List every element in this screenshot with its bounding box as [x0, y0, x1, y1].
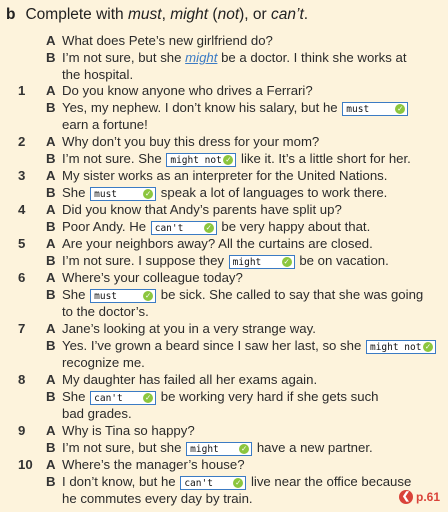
arrow-left-icon: ❮: [399, 490, 413, 504]
speaker-a: A: [46, 423, 56, 438]
item-number: 2: [18, 134, 26, 149]
answer-input[interactable]: might ✓: [229, 255, 295, 269]
item-number: 5: [18, 236, 26, 251]
speaker-b: B: [46, 338, 56, 353]
check-icon: ✓: [225, 155, 232, 165]
speaker-b: B: [46, 287, 56, 302]
answer-input[interactable]: might not ✓: [166, 153, 236, 167]
speaker-a: A: [46, 372, 56, 387]
page-reference-link[interactable]: ❮ p.61: [399, 490, 440, 504]
speaker-a: A: [46, 83, 56, 98]
speaker-a: A: [46, 168, 56, 183]
check-icon: ✓: [424, 342, 432, 352]
check-icon: ✓: [144, 189, 152, 199]
item-number: 9: [18, 423, 26, 438]
answer-input[interactable]: must ✓: [90, 187, 156, 201]
answer-input[interactable]: might ✓: [186, 442, 252, 456]
example-answer: might: [185, 50, 218, 65]
item-number: 6: [18, 270, 26, 285]
item-number: 3: [18, 168, 26, 183]
speaker-b: B: [46, 100, 56, 115]
answer-input[interactable]: must ✓: [90, 289, 156, 303]
answer-input[interactable]: can't ✓: [151, 221, 217, 235]
check-icon: ✓: [144, 291, 152, 301]
speaker-b: B: [46, 474, 56, 489]
speaker-a: A: [46, 236, 56, 251]
exercise-letter: b: [6, 6, 16, 23]
item-number: 7: [18, 321, 26, 336]
speaker-b: B: [46, 389, 56, 404]
item-number: 1: [18, 83, 26, 98]
speaker-b: B: [46, 253, 56, 268]
answer-input[interactable]: might not ✓: [366, 340, 436, 354]
item-number: 10: [18, 457, 33, 472]
answer-input[interactable]: can't ✓: [180, 476, 246, 490]
check-icon: ✓: [205, 223, 212, 233]
speaker-b: B: [46, 151, 56, 166]
exercise-heading: b Complete with must, might (not), or can’t.: [6, 6, 309, 23]
speaker-a: A: [46, 321, 56, 336]
answer-input[interactable]: must ✓: [342, 102, 408, 116]
speaker-a: A: [46, 134, 56, 149]
check-icon: ✓: [397, 104, 404, 114]
speaker-a: A: [46, 457, 56, 472]
check-icon: ✓: [283, 257, 290, 267]
exercise-page: b Complete with must, might (not), or can’t. A What does Pete’s new girlfriend do? B I’m not sure, but she might be a doctor. I think she works at the hospital. 1 A Do you know anyone who drives a Ferrari? B Yes, my nephew. I don’t know his salary, but he must ✓ earn a fortune! 2 A Why don’t you buy this dress for your mom? B I’m not sure. She might not ✓ like it. It’s a little short for her. 3 A My sister works as an interpreter for the United Nations. B She must ✓ speak a lot of languages to work there. 4 A Did you know that Andy’s parents have split up? B Poor Andy. He can't ✓ be very happy about that. 5 A Are your neighbors away? All the curtains are closed. B I’m not sure. I suppose they might ✓ be on vacation. 6 A Where’s your colleague today? B She must ✓ be sick. She called to say that she was going to the doctor’s. 7 A Jane’s looking at you in a very strange way. B Yes. I’ve grown a beard since I saw her last, so she might not ✓ recognize me. 8 A My daughter has failed all her exams again. B She can't ✓ be working very hard if she gets such bad grades. 9 A Why is Tina so happy? B I’m not sure, but she might ✓ have a new partner. 10 A Where’s the manager’s house? B I don’t know, but he can't ✓ live near the office because he commutes every day by train. ❮ p.61: [6, 6, 440, 506]
answer-input[interactable]: can't ✓: [90, 391, 156, 405]
speaker-a: A: [46, 270, 56, 285]
check-icon: ✓: [144, 393, 152, 403]
item-number: 4: [18, 202, 26, 217]
speaker-b: B: [46, 440, 56, 455]
speaker-b: B: [46, 219, 56, 234]
check-icon: ✓: [241, 444, 248, 454]
check-icon: ✓: [235, 478, 242, 488]
speaker-a: A: [46, 202, 56, 217]
item-number: 8: [18, 372, 26, 387]
speaker-b: B: [46, 185, 56, 200]
